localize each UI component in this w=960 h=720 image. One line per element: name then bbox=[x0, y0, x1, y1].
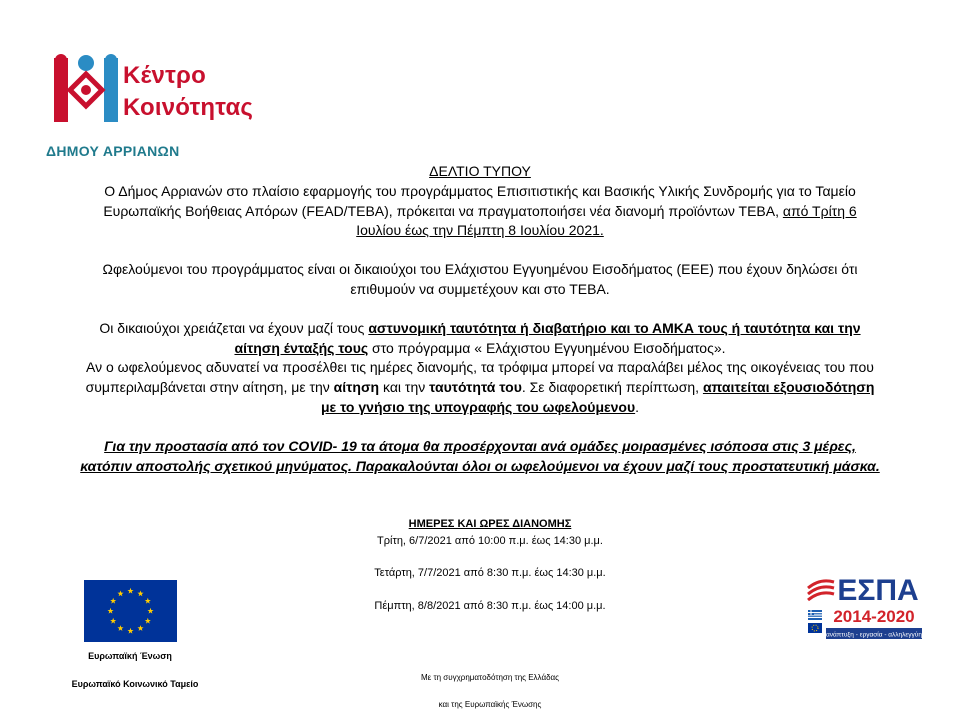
distribution-schedule bbox=[340, 516, 640, 614]
municipality-name: ΔΗΜΟΥ ΑΡΡΙΑΝΩΝ bbox=[46, 143, 180, 159]
esf-label: Ευρωπαϊκό Κοινωνικό Ταμείο bbox=[71, 679, 199, 689]
espa-years: 2014-2020 bbox=[833, 607, 915, 626]
eu-mini-flag-icon bbox=[808, 623, 822, 633]
paragraph-beneficiaries: Ωφελούμενοι του προγράμματος είναι οι δικαιούχοι του Ελάχιστου Εγγυημένου Εισοδήματος (ΕΕΕ) που έχουν δηλώσει ότι επιθυμούν να συμμετέχουν και στο ΤΕΒΑ. bbox=[102, 261, 858, 297]
eu-label: Ευρωπαϊκή Ένωση bbox=[88, 651, 172, 661]
documents-required: αστυνομική ταυτότητα ή διαβατήριο και το ΑΜΚΑ τους ή ταυτότητα και την αίτηση ένταξής τους bbox=[234, 319, 861, 356]
eu-flag-icon bbox=[84, 580, 177, 642]
distribution-dates: από Τρίτη 6 Ιουλίου έως την Πέμπτη 8 Ιουλίου 2021. bbox=[356, 202, 857, 239]
representative-application: αίτηση bbox=[333, 379, 380, 396]
documents-program: στο πρόγραμμα « Ελάχιστου Εγγυημένου Εισοδήματος». bbox=[372, 339, 726, 356]
representative-end: . bbox=[635, 398, 640, 415]
logo-text-line1: Κέντρο bbox=[123, 62, 206, 89]
schedule-entry-tuesday: Τρίτη, 6/7/2021 από 10:00 π.μ. έως 14:30 μ.μ. bbox=[377, 534, 603, 547]
schedule-entry-wednesday: Τετάρτη, 7/7/2021 από 8:30 π.μ. έως 14:30 μ.μ. bbox=[374, 567, 606, 579]
schedule-title: ΗΜΕΡΕΣ ΚΑΙ ΩΡΕΣ ΔΙΑΝΟΜΗΣ bbox=[408, 518, 572, 530]
representative-text: Αν ο ωφελούμενος αδυνατεί να προσέλθει τις ημέρες διανομής, τα τρόφιμα μπορεί να παραλάβει μέλος της οικογένειας του που συμπεριλαμβάνεται στην αίτηση, με την bbox=[85, 359, 874, 396]
authorization-required: απαιτείται εξουσιοδότηση με το γνήσιο της υπογραφής του ωφελούμενου bbox=[320, 379, 875, 415]
greek-flag-icon bbox=[808, 610, 822, 620]
paragraph-documents bbox=[80, 319, 880, 359]
cofunding-note bbox=[340, 673, 640, 709]
paragraph-distribution-text: Ο Δήμος Αρριανών στο πλαίσιο εφαρμογής του προγράμματος Επισιτιστικής και Βασικής Υλικής Συνδρομής για το Ταμείο Ευρωπαϊκής Βοήθειας Απόρων (FEAD/ΤΕΒΑ), πρόκειται να πραγματοποιήσει νέα διανομή προϊόντων ΤΕΒΑ, bbox=[103, 182, 856, 219]
kentro-koinotitas-logo bbox=[52, 50, 254, 128]
press-release-body bbox=[80, 162, 880, 476]
paragraph-representative bbox=[80, 358, 880, 417]
cofunding-line2: και της Ευρωπαϊκής Ένωσης bbox=[438, 700, 542, 709]
press-title: ΔΕΛΤΙΟ ΤΥΠΟΥ bbox=[429, 163, 531, 179]
logo-text-line2: Κοινότητας bbox=[123, 94, 254, 121]
representative-otherwise: . Σε διαφορετική περίπτωση, bbox=[521, 379, 700, 396]
espa-swoosh-icon bbox=[808, 581, 834, 600]
cofunding-line1: Με τη συγχρηματοδότηση της Ελλάδας bbox=[421, 673, 559, 682]
documents-intro: Οι δικαιούχοι χρειάζεται να έχουν μαζί τους bbox=[99, 319, 365, 336]
espa-slogan: ανάπτυξη - εργασία - αλληλεγγύη bbox=[826, 631, 922, 639]
espa-logo bbox=[806, 568, 924, 644]
covid-notice: Για την προστασία από τον COVID- 19 τα άτομα θα προσέρχονται ανά ομάδες μοιρασμένες ισόποσα στις 3 μέρες, κατόπιν αποστολής σχετικού μηνύματος. Παρακαλούνται όλοι οι ωφελούμενοι να έχουν μαζί τους προστατευτική μάσκα. bbox=[80, 437, 880, 474]
representative-and: και την bbox=[382, 379, 426, 396]
family-icon bbox=[52, 50, 122, 128]
paragraph-distribution bbox=[80, 182, 880, 241]
representative-id: ταυτότητά του bbox=[429, 379, 522, 396]
schedule-entry-thursday: Πέμπτη, 8/8/2021 από 8:30 π.μ. έως 14:00 μ.μ. bbox=[374, 599, 606, 612]
espa-name: ΕΣΠΑ bbox=[837, 574, 919, 607]
